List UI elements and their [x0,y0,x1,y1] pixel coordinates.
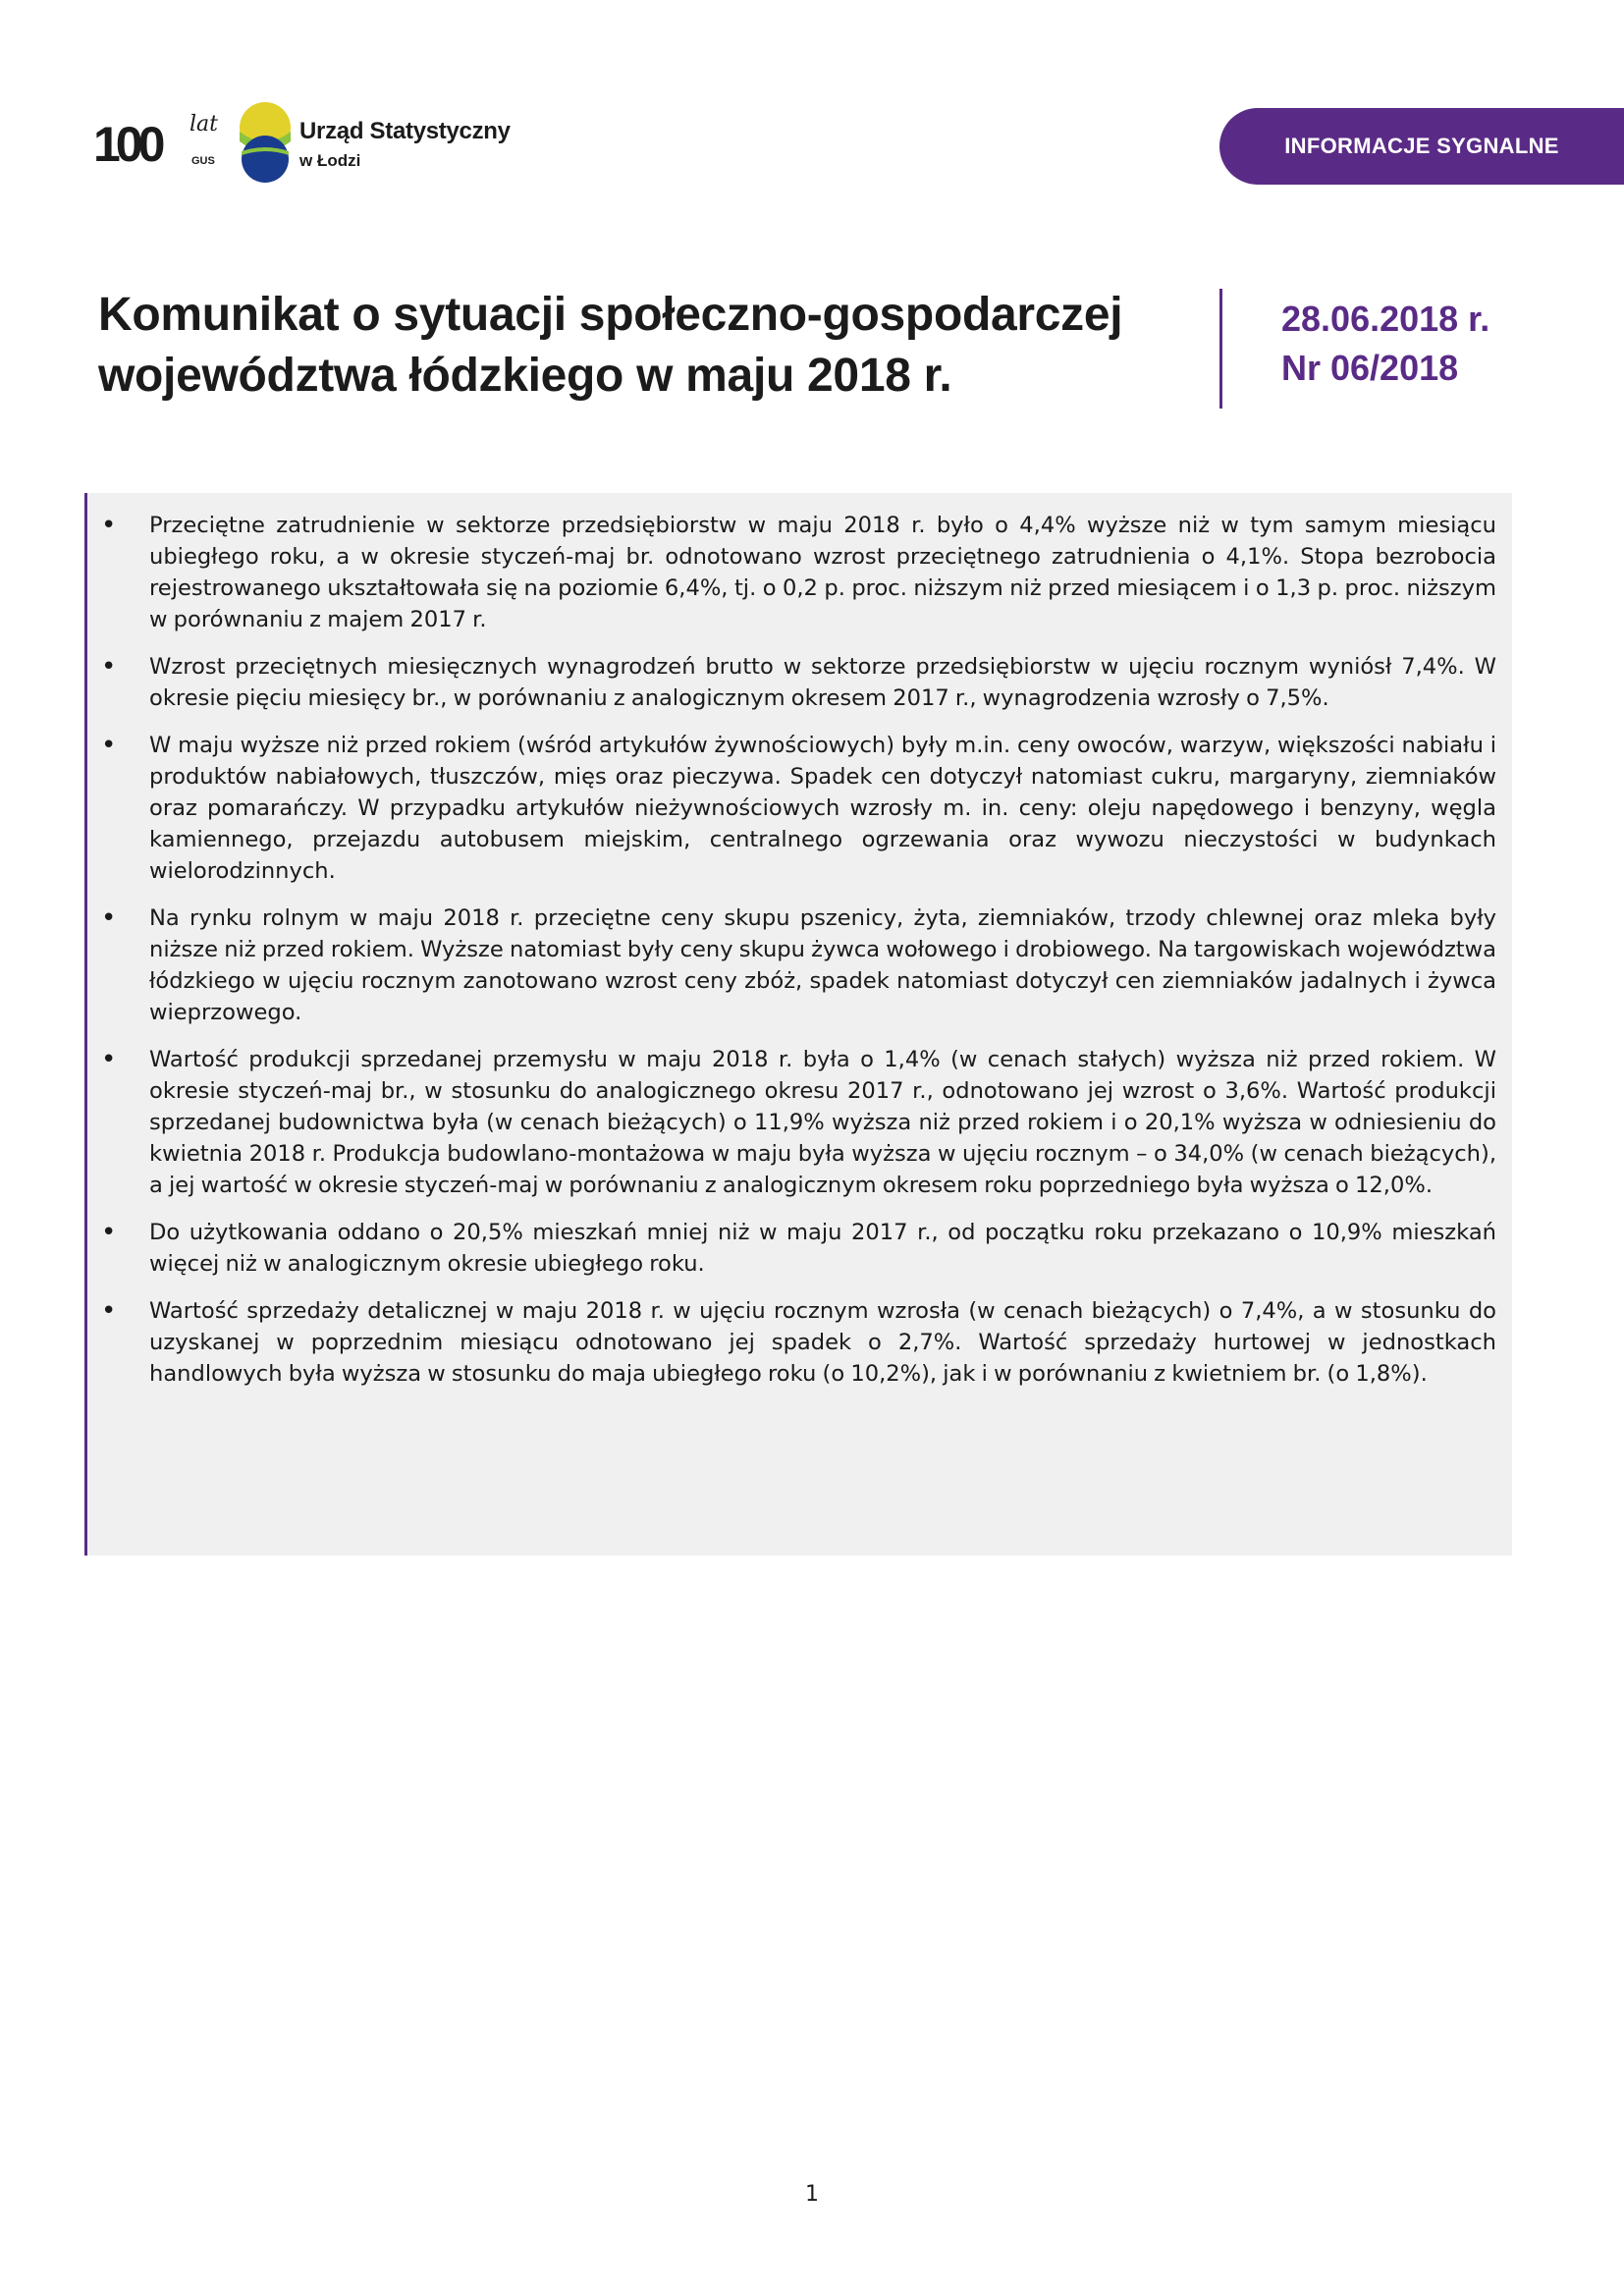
logo-mark-icon [239,102,292,185]
list-item [87,730,1496,887]
list-item [87,902,1496,1028]
informacje-sygnalne-badge: INFORMACJE SYGNALNE [1219,108,1624,185]
bullet-text: W maju wyższe niż przed rokiem (wśród artykułów żywnościowych) były m.in. ceny owoców, warzyw, większości nabiału i produktów nabiałowych, tłuszczów, mięs oraz pieczywa. Spadek cen dotyczył natomiast cukru, margaryny, ziemniaków oraz pomarańczy. W przypadku artykułów nieżywnościowych wzrosły m. in. ceny: oleju napędowego i benzyny, węgla kamiennego, przejazdu autobusem miejskim, centralnego ogrzewania oraz wywozu nieczystości w budynkach wielorodzinnych. [149,733,1496,884]
bullet-text: Przeciętne zatrudnienie w sektorze przedsiębiorstw w maju 2018 r. było o 4,4% wyższe niż w tym samym miesiącu ubiegłego roku, a w okresie styczeń-maj br. odnotowano wzrost przeciętnego zatrudnienia o 4,1%. Stopa bezrobocia rejestrowanego ukształtowała się na poziomie 6,4%, tj. o 0,2 p. proc. niższym niż przed miesiącem i o 1,3 p. proc. niższym w porównaniu z majem 2017 r. [149,513,1496,632]
bullet-text: Wartość produkcji sprzedanej przemysłu w maju 2018 r. była o 1,4% (w cenach stałych) wyższa niż przed rokiem. W okresie styczeń-maj br., w stosunku do analogicznego okresu 2017 r., odnotowano jej wzrost o 3,6%. Wartość produkcji sprzedanej budownictwa była (w cenach bieżących) o 11,9% wyższa niż przed rokiem i o 20,1% wyższa w odniesieniu do kwietnia 2018 r. Produkcja budowlano-montażowa w maju była wyższa w ujęciu rocznym – o 34,0% (w cenach bieżących), a jej wartość w okresie styczeń-maj w porównaniu z analogicznym okresem roku poprzedniego była wyższa o 12,0%. [149,1047,1496,1198]
title-line-2: województwa łódzkiego w maju 2018 r. [98,350,952,402]
list-item [87,1295,1496,1390]
list-item [87,1044,1496,1201]
office-city: w Łodzi [299,151,361,170]
title-divider [1219,289,1222,409]
publication-number: Nr 06/2018 [1281,348,1459,388]
bullet-icon: • [101,903,117,933]
gus-logo [93,102,511,191]
title-line-1: Komunikat o sytuacji społeczno-gospodarczej [98,289,1123,341]
bullet-text: Do użytkowania oddano o 20,5% mieszkań mniej niż w maju 2017 r., od początku roku przekazano o 10,9% mieszkań więcej niż w analogicznym okresie ubiegłego roku. [149,1220,1496,1277]
bullet-icon: • [101,511,117,540]
list-item [87,510,1496,635]
page-title [98,285,1198,407]
publication-meta [1281,295,1489,393]
bullet-text: Wzrost przeciętnych miesięcznych wynagrodzeń brutto w sektorze przedsiębiorstw w ujęciu rocznym wyniósł 7,4%. W okresie pięciu miesięcy br., w porównaniu z analogicznym okresem 2017 r., wynagrodzenia wzrosły o 7,5%. [149,654,1496,711]
bullet-text: Wartość sprzedaży detalicznej w maju 2018 r. w ujęciu rocznym wzrosła (w cenach bieżących) o 7,4%, a w stosunku do uzyskanej w poprzednim miesiącu odnotowano jej spadek o 2,7%. Wartość sprzedaży hurtowej w jednostkach handlowych była wyższa w stosunku do maja ubiegłego roku (o 10,2%), jak i w porównaniu z kwietniem br. (o 1,8%). [149,1298,1496,1387]
logo-gus: GUS [191,155,215,167]
publication-date: 28.06.2018 r. [1281,299,1490,339]
list-item [87,651,1496,714]
bullet-icon: • [101,1218,117,1247]
list-item [87,1217,1496,1280]
bullet-icon: • [101,731,117,760]
bullet-text: Na rynku rolnym w maju 2018 r. przeciętne ceny skupu pszenicy, żyta, ziemniaków, trzody chlewnej oraz mleka były niższe niż przed rokiem. Wyższe natomiast były ceny skupu żywca wołowego i drobiowego. Na targowiskach województwa łódzkiego w ujęciu rocznym zanotowano wzrost ceny zbóż, spadek natomiast dotyczył cen ziemniaków jadalnych i żywca wieprzowego. [149,905,1496,1025]
office-name: Urząd Statystyczny [299,118,511,144]
logo-100: 100 [93,117,161,172]
bullet-icon: • [101,1045,117,1074]
logo-lat: lat [189,112,218,137]
bullet-icon: • [101,652,117,682]
bullet-icon: • [101,1296,117,1326]
page-number: 1 [805,2182,819,2207]
summary-panel [84,493,1512,1556]
